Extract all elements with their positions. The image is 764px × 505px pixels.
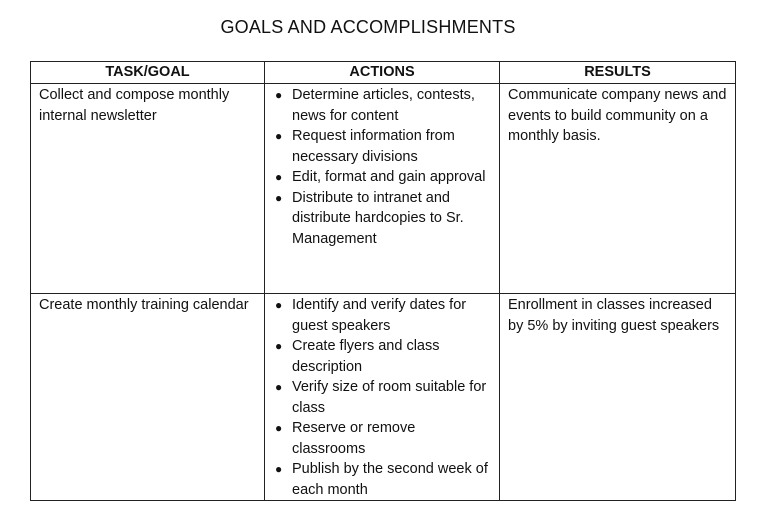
bullet-icon: ● [275, 190, 283, 205]
action-list [273, 295, 491, 500]
bullet-icon: ● [275, 421, 283, 435]
header-actions: ACTIONS [265, 62, 500, 84]
task-cell: Create monthly training calendar [31, 294, 265, 501]
action-text: Distribute to intranet and distribute hardcopies to Sr. Management [292, 189, 464, 247]
bullet-icon: ● [275, 129, 283, 143]
header-task-goal: TASK/GOAL [31, 62, 265, 84]
header-results: RESULTS [500, 62, 736, 84]
actions-cell [265, 294, 500, 501]
action-text: Publish by the second week of each month [292, 461, 488, 498]
action-text: Create flyers and class description [292, 338, 440, 375]
bullet-icon: ● [275, 380, 283, 394]
document-title: GOALS AND ACCOMPLISHMENTS [220, 17, 516, 37]
action-item [273, 418, 491, 459]
result-cell: Enrollment in classes increased by 5% by inviting guest speakers [500, 294, 736, 501]
bullet-icon: ● [275, 170, 283, 184]
result-cell: Communicate company news and events to build community on a monthly basis. [500, 84, 736, 294]
action-item [273, 295, 491, 336]
bullet-icon: ● [275, 88, 283, 102]
action-item [273, 377, 491, 418]
action-text: Reserve or remove classrooms [292, 420, 416, 457]
action-item [273, 336, 491, 377]
action-text: Request information from necessary divisions [292, 128, 455, 165]
goals-table [30, 61, 736, 501]
action-text: Determine articles, contests, news for content [292, 87, 475, 124]
action-text: Edit, format and gain approval [292, 169, 486, 185]
action-item [273, 188, 491, 250]
bullet-icon: ● [275, 462, 283, 476]
bullet-icon: ● [275, 339, 283, 353]
table-header-row [31, 62, 736, 84]
action-text: Verify size of room suitable for class [292, 379, 487, 416]
task-cell: Collect and compose monthly internal newsletter [31, 84, 265, 294]
action-item [273, 459, 491, 500]
table-row [31, 294, 736, 501]
action-text: Identify and verify dates for guest speakers [292, 297, 467, 334]
action-list [273, 85, 491, 249]
action-item [273, 167, 491, 188]
action-item [273, 85, 491, 126]
actions-cell [265, 84, 500, 294]
action-item [273, 126, 491, 167]
bullet-icon: ● [275, 298, 283, 312]
table-row [31, 84, 736, 294]
